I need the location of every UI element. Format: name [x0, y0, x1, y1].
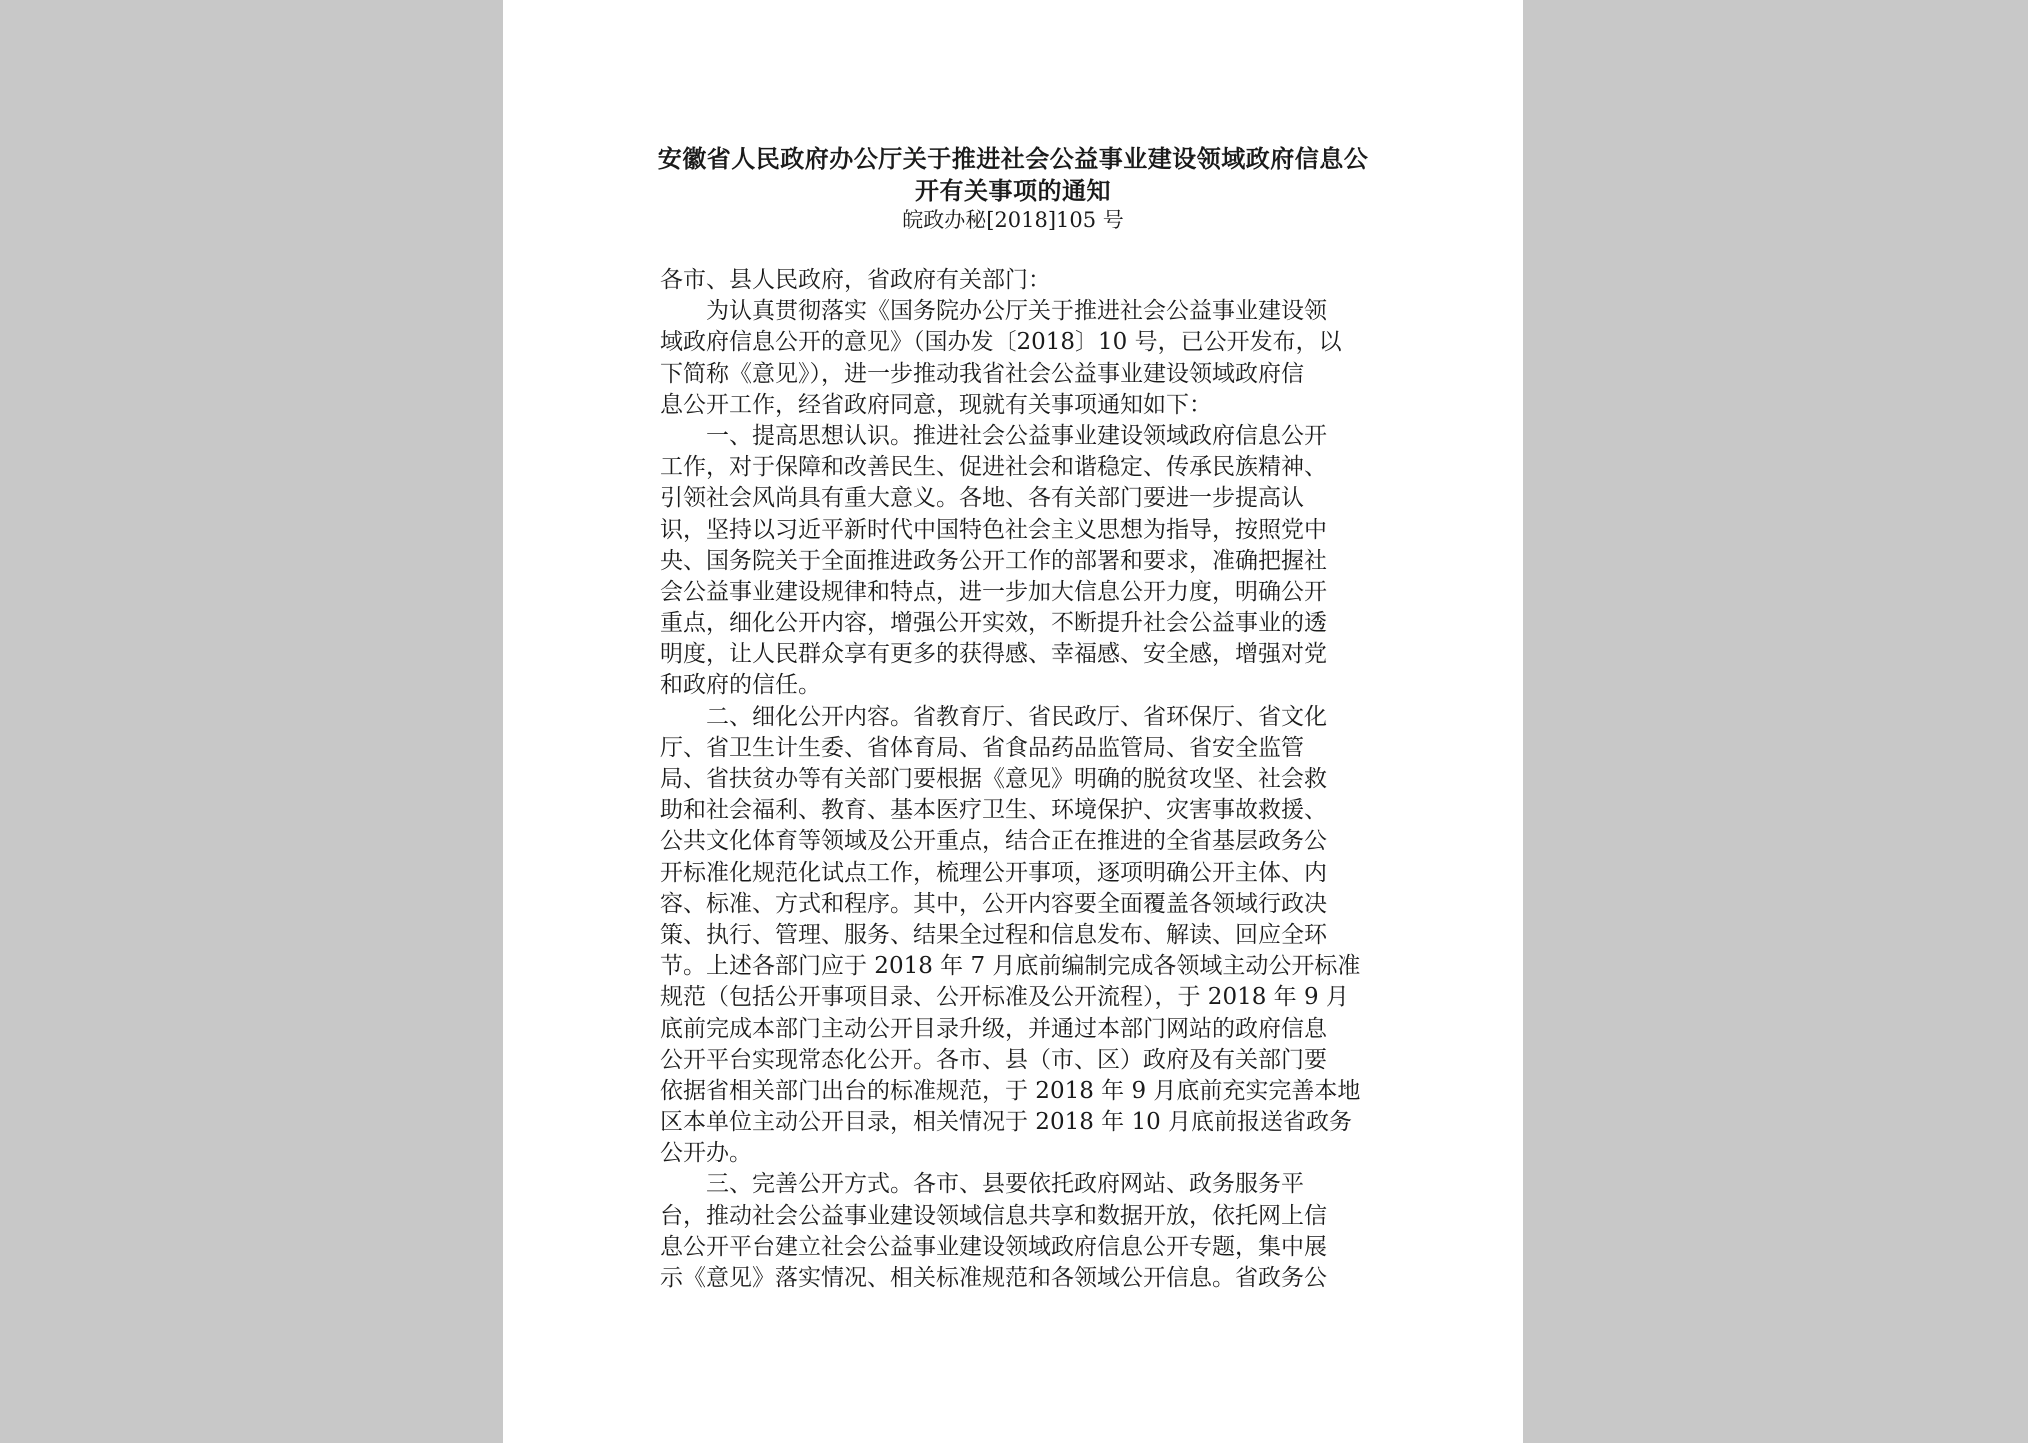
- body-line: 域政府信息公开的意见》（国办发〔2018〕10 号，已公开发布，以: [660, 329, 1342, 356]
- body-line: 台，推动社会公益事业建设领域信息共享和数据开放，依托网上信: [660, 1202, 1327, 1229]
- body-line: 规范（包括公开事项目录、公开标准及公开流程），于 2018 年 9 月: [660, 984, 1349, 1011]
- body-line: 依据省相关部门出台的标准规范，于 2018 年 9 月底前充实完善本地: [660, 1077, 1361, 1104]
- body-line: 识，坚持以习近平新时代中国特色社会主义思想为指导，按照党中: [660, 516, 1327, 543]
- body-line: 为认真贯彻落实《国务院办公厅关于推进社会公益事业建设领: [706, 298, 1327, 325]
- section-3-line: 三、完善公开方式。各市、县要依托政府网站、政务服务平: [706, 1171, 1304, 1198]
- body-line: 息公开工作，经省政府同意，现就有关事项通知如下：: [660, 391, 1212, 418]
- salutation-line: 各市、县人民政府，省政府有关部门：: [660, 267, 1051, 293]
- body-line: 示《意见》落实情况、相关标准规范和各领域公开信息。省政务公: [660, 1265, 1327, 1291]
- body-line: 明度，让人民群众享有更多的获得感、幸福感、安全感，增强对党: [660, 641, 1327, 668]
- body-line: 工作，对于保障和改善民生、促进社会和谐稳定、传承民族精神、: [660, 454, 1327, 481]
- body-line: 公开办。: [660, 1140, 752, 1167]
- body-line: 公开平台实现常态化公开。各市、县（市、区）政府及有关部门要: [660, 1046, 1327, 1073]
- body-line: 央、国务院关于全面推进政务公开工作的部署和要求，准确把握社: [660, 547, 1327, 574]
- body-line: 策、执行、管理、服务、结果全过程和信息发布、解读、回应全环: [660, 921, 1327, 948]
- body-line: 区本单位主动公开目录，相关情况于 2018 年 10 月底前报送省政务: [660, 1109, 1353, 1136]
- body-line: 和政府的信任。: [660, 672, 821, 699]
- document-title-line-2: 开有关事项的通知: [915, 176, 1111, 205]
- body-line: 引领社会风尚具有重大意义。各地、各有关部门要进一步提高认: [660, 485, 1304, 512]
- section-1-line: 一、提高思想认识。推进社会公益事业建设领域政府信息公开: [706, 422, 1327, 449]
- body-line: 助和社会福利、教育、基本医疗卫生、环境保护、灾害事故救援、: [660, 797, 1327, 824]
- document-number: 皖政办秘[2018]105 号: [902, 208, 1124, 232]
- body-line: 下简称《意见》），进一步推动我省社会公益事业建设领域政府信: [660, 360, 1304, 387]
- body-line: 底前完成本部门主动公开目录升级，并通过本部门网站的政府信息: [660, 1015, 1327, 1042]
- body-line: 开标准化规范化试点工作，梳理公开事项，逐项明确公开主体、内: [660, 859, 1327, 886]
- body-line: 会公益事业建设规律和特点，进一步加大信息公开力度，明确公开: [660, 578, 1327, 605]
- body-line: 容、标准、方式和程序。其中，公开内容要全面覆盖各领域行政决: [660, 890, 1327, 917]
- body-line: 公共文化体育等领域及公开重点，结合正在推进的全省基层政务公: [660, 828, 1327, 855]
- body-line: 重点，细化公开内容，增强公开实效，不断提升社会公益事业的透: [660, 610, 1327, 637]
- body-line: 局、省扶贫办等有关部门要根据《意见》明确的脱贫攻坚、社会救: [660, 766, 1327, 792]
- document-body: [660, 265, 1372, 1294]
- body-line: 厅、省卫生计生委、省体育局、省食品药品监管局、省安全监管: [660, 734, 1304, 761]
- body-line: 节。上述各部门应于 2018 年 7 月底前编制完成各领域主动公开标准: [660, 953, 1361, 980]
- section-2-line: 二、细化公开内容。省教育厅、省民政厅、省环保厅、省文化: [706, 703, 1327, 730]
- body-line: 息公开平台建立社会公益事业建设领域政府信息公开专题，集中展: [660, 1233, 1327, 1260]
- document-title-line-1: 安徽省人民政府办公厅关于推进社会公益事业建设领域政府信息公: [657, 144, 1369, 173]
- document-page: [503, 0, 1523, 1443]
